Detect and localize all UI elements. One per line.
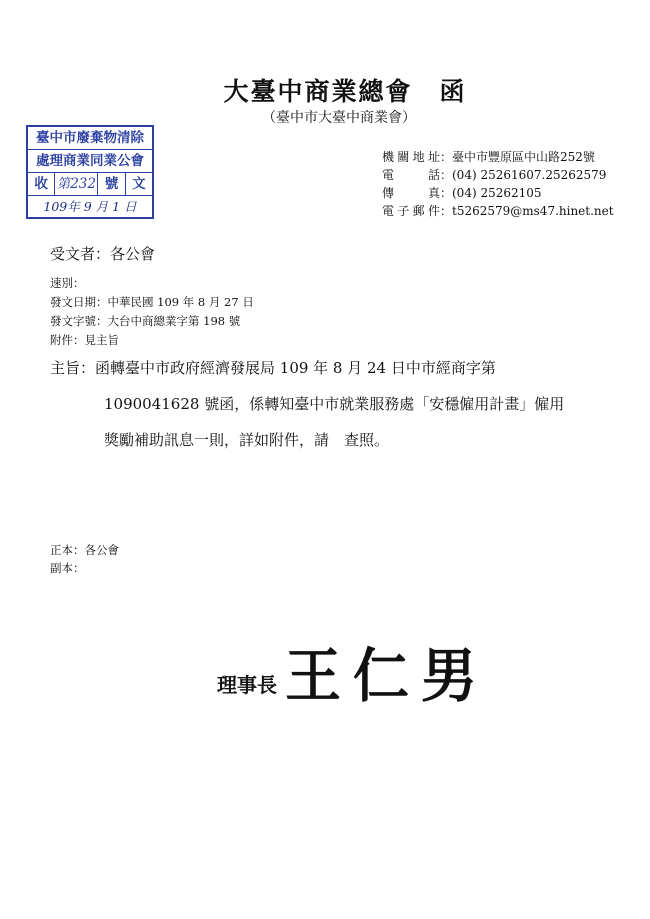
stamp-line-2: 處理商業同業公會 xyxy=(28,150,152,173)
contact-block xyxy=(382,148,614,220)
copies-block xyxy=(50,541,119,577)
org-title: 大臺中商業總會 函 xyxy=(223,77,467,106)
copies-cc: 副本： xyxy=(50,561,85,575)
subject-block xyxy=(50,357,564,465)
signature-name: 王仁男 xyxy=(285,641,489,711)
contact-fax xyxy=(382,184,614,202)
stamp-receipt-row xyxy=(28,173,152,196)
stamp-recv-wen: 文 xyxy=(132,176,146,192)
contact-phone xyxy=(382,166,614,184)
subject-line-2: 1090041628 號函，係轉知臺中市就業服務處「安穩僱用計畫」僱用 xyxy=(104,395,565,413)
meta-number: 發文字號：大台中商總業字第 198 號 xyxy=(50,314,241,328)
signature-role: 理事長 xyxy=(217,673,277,697)
signature-block xyxy=(217,622,489,712)
address-value: ：臺中市豐原區中山路252號 xyxy=(440,150,595,164)
recipient: 受文者：各公會 xyxy=(50,245,156,263)
contact-address xyxy=(382,148,614,166)
phone-label: 電 話 xyxy=(382,168,440,182)
meta-date: 發文日期：中華民國 109 年 8 月 27 日 xyxy=(50,295,254,309)
meta-attachment: 附件：見主旨 xyxy=(50,333,119,347)
stamp-recv-number: 第232 xyxy=(55,173,98,195)
fax-label: 傳 真 xyxy=(382,186,440,200)
subject-line-1: 主旨：函轉臺中市政府經濟發展局 109 年 8 月 24 日中市經商字第 xyxy=(50,359,496,377)
phone-value: ：(04) 25261607.25262579 xyxy=(440,168,607,182)
meta-speed: 速別： xyxy=(50,276,85,290)
email-value: ：t5262579@ms47.hinet.net xyxy=(440,204,614,218)
contact-email xyxy=(382,202,614,220)
meta-block xyxy=(50,274,254,350)
stamp-line-1: 臺中市廢棄物清除 xyxy=(28,127,152,150)
stamp-recv-suffix: 號 xyxy=(98,173,125,195)
org-subtitle: （臺中市大臺中商業會） xyxy=(262,110,416,126)
copies-main: 正本：各公會 xyxy=(50,543,119,557)
subject-line-3: 獎勵補助訊息一則，詳如附件，請 查照。 xyxy=(104,431,390,449)
fax-value: ：(04) 25262105 xyxy=(440,186,542,200)
stamp-date: 109年 9 月 1 日 xyxy=(43,199,137,214)
received-stamp xyxy=(26,125,154,219)
stamp-recv-label: 收 xyxy=(28,173,55,195)
address-label: 機關地址 xyxy=(382,150,440,164)
email-label: 電子郵件 xyxy=(382,204,440,218)
